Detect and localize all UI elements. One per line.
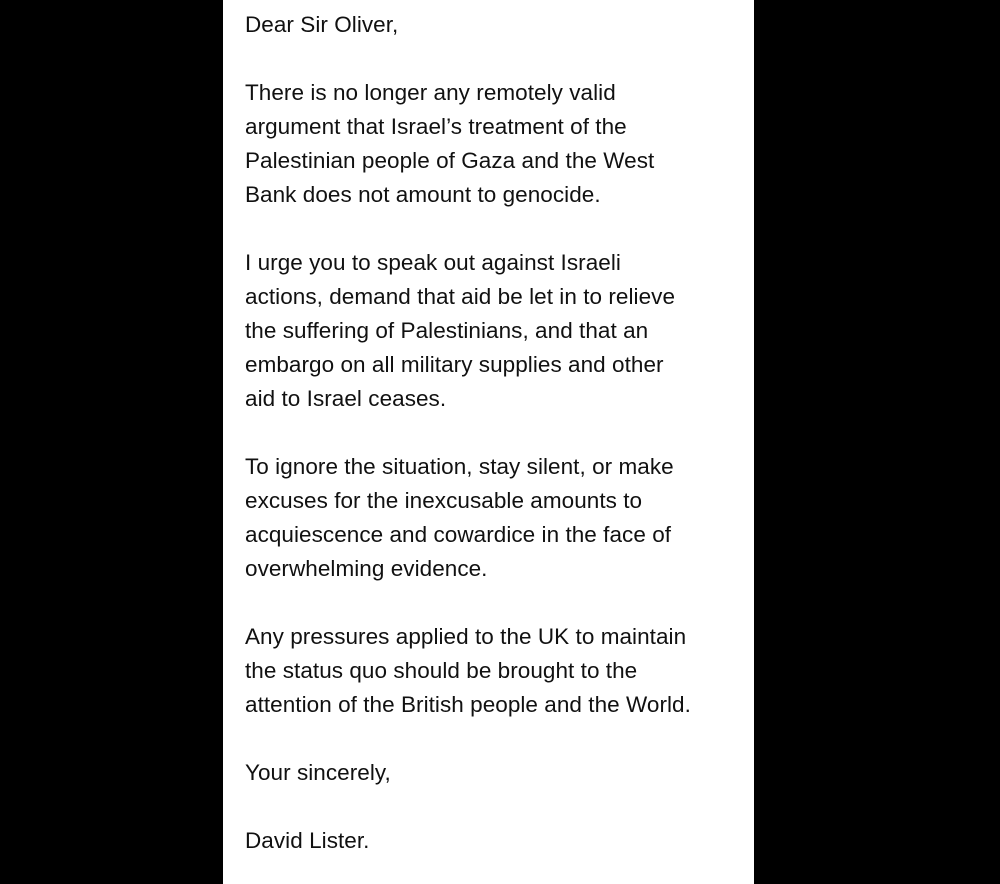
letter-body	[245, 8, 745, 858]
paragraph-spacer	[245, 722, 745, 756]
paragraph-line: argument that Israel’s treatment of the	[245, 114, 627, 139]
closing: Your sincerely,	[245, 760, 391, 785]
signature: David Lister.	[245, 828, 370, 853]
paragraph-spacer	[245, 212, 745, 246]
paragraph-2	[245, 246, 745, 416]
paragraph-line: the status quo should be brought to the	[245, 658, 638, 683]
paragraph-line: acquiescence and cowardice in the face of	[245, 522, 672, 547]
paragraph-line: attention of the British people and the World.	[245, 692, 691, 717]
paragraph-line: the suffering of Palestinians, and that an	[245, 318, 649, 343]
paragraph-1	[245, 76, 745, 212]
paragraph-3	[245, 450, 745, 586]
paragraph-line: To ignore the situation, stay silent, or make	[245, 454, 674, 479]
paragraph-line: I urge you to speak out against Israeli	[245, 250, 621, 275]
paragraph-line: Any pressures applied to the UK to maintain	[245, 624, 687, 649]
paragraph-line: There is no longer any remotely valid	[245, 80, 616, 105]
salutation: Dear Sir Oliver,	[245, 12, 399, 37]
paragraph-line: excuses for the inexcusable amounts to	[245, 488, 643, 513]
paragraph-line: Bank does not amount to genocide.	[245, 182, 601, 207]
paragraph-line: actions, demand that aid be let in to relieve	[245, 284, 676, 309]
paragraph-line: Palestinian people of Gaza and the West	[245, 148, 655, 173]
paragraph-4	[245, 620, 745, 722]
paragraph-spacer	[245, 790, 745, 824]
paragraph-line: overwhelming evidence.	[245, 556, 488, 581]
paragraph-line: aid to Israel ceases.	[245, 386, 447, 411]
paragraph-spacer	[245, 586, 745, 620]
paragraph-spacer	[245, 416, 745, 450]
paragraph-spacer	[245, 42, 745, 76]
paragraph-line: embargo on all military supplies and other	[245, 352, 664, 377]
letter-page	[223, 0, 754, 884]
